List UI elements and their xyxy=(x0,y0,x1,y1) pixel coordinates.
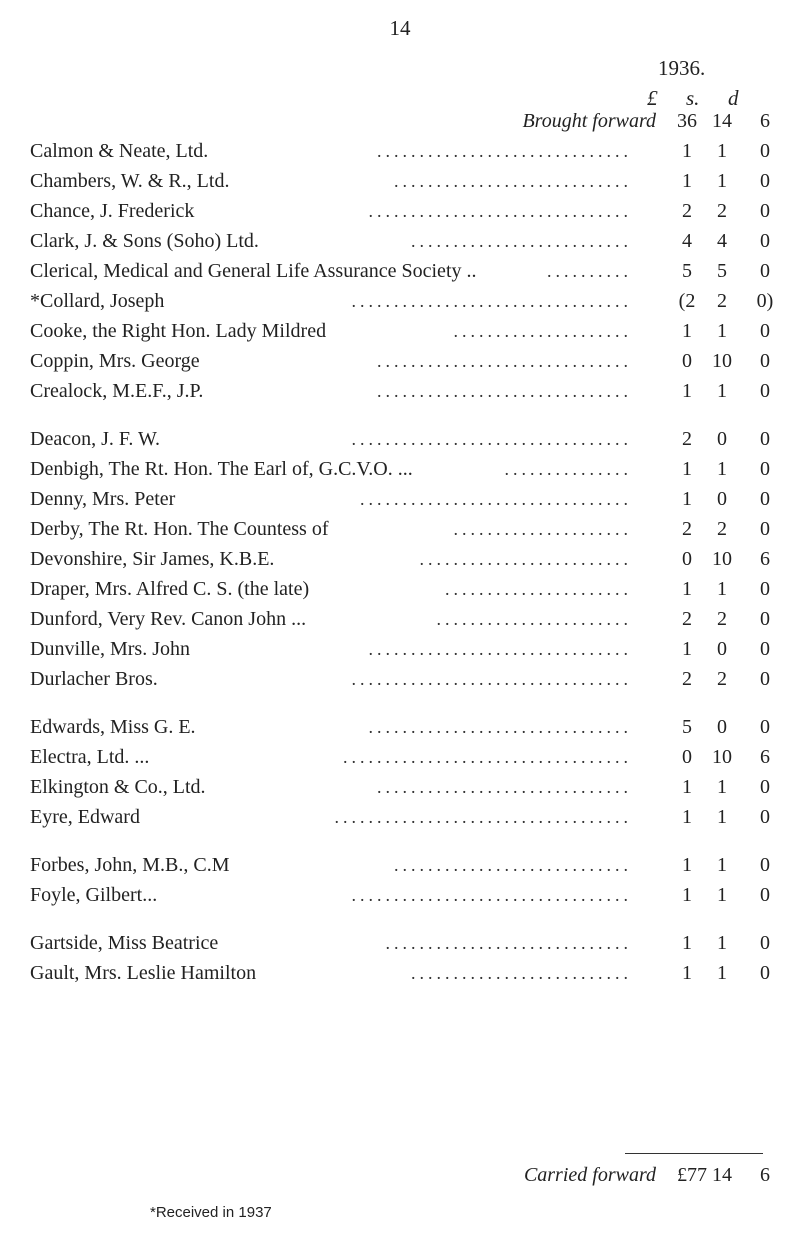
entry-name: Denbigh, The Rt. Hon. The Earl of, G.C.V.O. ... xyxy=(30,458,413,480)
entry-pence: 0 xyxy=(760,638,770,660)
entry-pence: 0 xyxy=(760,932,770,954)
entry-name: Elkington & Co., Ltd. xyxy=(30,776,206,798)
list-item xyxy=(30,604,782,634)
entry-pounds: 1 xyxy=(682,380,692,402)
entry-pence: 0 xyxy=(760,716,770,738)
entry-pounds: 1 xyxy=(682,884,692,906)
entry-name: Edwards, Miss G. E. xyxy=(30,716,196,738)
leader-dots: .................................. xyxy=(343,747,632,767)
carried-forward-pounds: £77 xyxy=(677,1164,707,1186)
carried-forward-shillings: 14 xyxy=(712,1164,732,1186)
entry-name: Durlacher Bros. xyxy=(30,668,158,690)
entry-pounds: 1 xyxy=(682,806,692,828)
leader-dots: .............................. xyxy=(377,141,632,161)
leader-dots: ................................. xyxy=(351,429,632,449)
entry-name: Draper, Mrs. Alfred C. S. (the late) xyxy=(30,578,310,600)
leader-dots: ..................... xyxy=(453,519,632,539)
entry-pence: 0 xyxy=(760,428,770,450)
entry-name: Crealock, M.E.F., J.P. xyxy=(30,380,204,402)
entry-shillings: 0 xyxy=(717,716,727,738)
entry-shillings: 1 xyxy=(717,932,727,954)
entry-shillings: 2 xyxy=(717,200,727,222)
entry-pence: 0 xyxy=(760,962,770,984)
entry-pounds: 2 xyxy=(682,668,692,690)
list-item xyxy=(30,544,782,574)
entry-shillings: 2 xyxy=(717,290,727,312)
entry-name: Devonshire, Sir James, K.B.E. xyxy=(30,548,275,570)
entry-shillings: 2 xyxy=(717,608,727,630)
list-item xyxy=(30,256,782,286)
entry-pence: 0 xyxy=(760,884,770,906)
page-number: 14 xyxy=(389,16,411,40)
entry-shillings: 1 xyxy=(717,962,727,984)
entry-pounds: 1 xyxy=(682,488,692,510)
entry-pence: 0 xyxy=(760,260,770,282)
entry-pounds: 2 xyxy=(682,428,692,450)
entry-shillings: 0 xyxy=(717,638,727,660)
list-item xyxy=(30,424,782,454)
entry-shillings: 1 xyxy=(717,320,727,342)
entry-name: Calmon & Neate, Ltd. xyxy=(30,140,209,162)
entry-shillings: 10 xyxy=(712,746,732,768)
entry-pence: 0 xyxy=(760,578,770,600)
leader-dots: ............................. xyxy=(385,933,632,953)
leader-dots: ............................ xyxy=(394,855,632,875)
list-item xyxy=(30,514,782,544)
entry-pounds: 5 xyxy=(682,260,692,282)
entry-pounds: 2 xyxy=(682,608,692,630)
entry-pence: 0 xyxy=(760,776,770,798)
entry-shillings: 0 xyxy=(717,488,727,510)
entry-name: *Collard, Joseph xyxy=(30,290,165,312)
entry-shillings: 1 xyxy=(717,806,727,828)
entry-name: Forbes, John, M.B., C.M xyxy=(30,854,230,876)
list-item xyxy=(30,850,782,880)
carried-forward-row xyxy=(30,1160,782,1190)
entry-name: Electra, Ltd. ... xyxy=(30,746,150,768)
leader-dots: ................................. xyxy=(351,885,632,905)
entry-shillings: 1 xyxy=(717,170,727,192)
shillings-header: s. xyxy=(686,86,700,110)
list-item xyxy=(30,634,782,664)
entry-pence: 0 xyxy=(760,668,770,690)
list-item xyxy=(30,664,782,694)
entry-name: Clerical, Medical and General Life Assurance Society .. xyxy=(30,260,477,282)
entry-shillings: 4 xyxy=(717,230,727,252)
list-item xyxy=(30,742,782,772)
list-item xyxy=(30,880,782,910)
leader-dots: ............................... xyxy=(368,639,632,659)
leader-dots: ............................... xyxy=(368,717,632,737)
entry-pounds: 1 xyxy=(682,140,692,162)
leader-dots: ....................... xyxy=(436,609,632,629)
list-item xyxy=(30,166,782,196)
entry-pence: 0) xyxy=(756,290,774,312)
list-item xyxy=(30,226,782,256)
brought-forward-label: Brought forward xyxy=(522,110,656,132)
leader-dots: .......................... xyxy=(411,963,632,983)
leader-dots: ................................. xyxy=(351,669,632,689)
entry-pence: 0 xyxy=(760,518,770,540)
leader-dots: ................................. xyxy=(351,291,632,311)
list-item xyxy=(30,802,782,832)
entry-pence: 0 xyxy=(760,854,770,876)
leader-dots: ................................ xyxy=(360,489,632,509)
list-item xyxy=(30,958,782,988)
entry-shillings: 1 xyxy=(717,458,727,480)
leader-dots: .............................. xyxy=(377,777,632,797)
entry-name: Cooke, the Right Hon. Lady Mildred xyxy=(30,320,327,342)
entry-pence: 0 xyxy=(760,806,770,828)
entry-shillings: 1 xyxy=(717,578,727,600)
entry-pence: 0 xyxy=(760,140,770,162)
entry-shillings: 2 xyxy=(717,668,727,690)
list-item xyxy=(30,454,782,484)
pounds-header: £ xyxy=(647,86,658,110)
total-rule xyxy=(625,1153,763,1154)
leader-dots: .......... xyxy=(547,261,632,281)
entry-pence: 0 xyxy=(760,458,770,480)
entry-name: Derby, The Rt. Hon. The Countess of xyxy=(30,518,329,540)
entry-pence: 6 xyxy=(760,746,770,768)
list-item xyxy=(30,484,782,514)
leader-dots: ...................... xyxy=(445,579,632,599)
entry-name: Clark, J. & Sons (Soho) Ltd. xyxy=(30,230,259,252)
list-item xyxy=(30,772,782,802)
entry-name: Chance, J. Frederick xyxy=(30,200,195,222)
leader-dots: ............... xyxy=(504,459,632,479)
list-item xyxy=(30,136,782,166)
entry-pounds: 1 xyxy=(682,638,692,660)
entry-name: Chambers, W. & R., Ltd. xyxy=(30,170,230,192)
entry-pounds: (2 xyxy=(678,290,696,312)
brought-forward-shillings: 14 xyxy=(712,110,732,132)
entry-pounds: 1 xyxy=(682,932,692,954)
leader-dots: ............................ xyxy=(394,171,632,191)
entry-pence: 0 xyxy=(760,350,770,372)
entry-pence: 6 xyxy=(760,548,770,570)
entry-name: Eyre, Edward xyxy=(30,806,140,828)
entry-pence: 0 xyxy=(760,608,770,630)
entry-shillings: 10 xyxy=(712,548,732,570)
entry-pounds: 0 xyxy=(682,746,692,768)
entry-shillings: 5 xyxy=(717,260,727,282)
entry-shillings: 1 xyxy=(717,776,727,798)
entry-shillings: 0 xyxy=(717,428,727,450)
entry-pounds: 0 xyxy=(682,548,692,570)
entry-pounds: 1 xyxy=(682,962,692,984)
list-item xyxy=(30,196,782,226)
entry-pounds: 1 xyxy=(682,776,692,798)
footnote: *Received in 1937 xyxy=(150,1204,272,1221)
entry-pounds: 2 xyxy=(682,200,692,222)
entry-name: Denny, Mrs. Peter xyxy=(30,488,176,510)
entry-shillings: 1 xyxy=(717,854,727,876)
entry-pounds: 2 xyxy=(682,518,692,540)
list-item xyxy=(30,286,782,316)
entry-name: Coppin, Mrs. George xyxy=(30,350,200,372)
brought-forward-row xyxy=(30,106,782,136)
entry-pounds: 0 xyxy=(682,350,692,372)
list-item xyxy=(30,712,782,742)
entry-shillings: 2 xyxy=(717,518,727,540)
entry-name: Deacon, J. F. W. xyxy=(30,428,161,450)
list-item xyxy=(30,376,782,406)
entry-pounds: 1 xyxy=(682,320,692,342)
entry-shillings: 1 xyxy=(717,380,727,402)
entry-pounds: 1 xyxy=(682,578,692,600)
entry-pence: 0 xyxy=(760,320,770,342)
carried-forward-pence: 6 xyxy=(760,1164,770,1186)
leader-dots: .............................. xyxy=(377,351,632,371)
entry-pounds: 1 xyxy=(682,854,692,876)
carried-forward-label: Carried forward xyxy=(523,1164,656,1186)
list-item xyxy=(30,346,782,376)
entry-name: Dunford, Very Rev. Canon John ... xyxy=(30,608,307,630)
list-item xyxy=(30,574,782,604)
entry-pounds: 1 xyxy=(682,458,692,480)
leader-dots: ............................... xyxy=(368,201,632,221)
entry-name: Gault, Mrs. Leslie Hamilton xyxy=(30,962,257,984)
entry-shillings: 1 xyxy=(717,884,727,906)
entry-pounds: 4 xyxy=(682,230,692,252)
entry-pounds: 1 xyxy=(682,170,692,192)
leader-dots: ......................... xyxy=(419,549,632,569)
entry-pence: 0 xyxy=(760,170,770,192)
entry-pence: 0 xyxy=(760,230,770,252)
entry-name: Foyle, Gilbert... xyxy=(30,884,158,906)
year-header: 1936. xyxy=(658,56,706,80)
leader-dots: ................................... xyxy=(334,807,632,827)
list-item xyxy=(30,928,782,958)
entry-pounds: 5 xyxy=(682,716,692,738)
entry-name: Gartside, Miss Beatrice xyxy=(30,932,219,954)
entry-name: Dunville, Mrs. John xyxy=(30,638,190,660)
entry-shillings: 10 xyxy=(712,350,732,372)
list-item xyxy=(30,316,782,346)
entry-pence: 0 xyxy=(760,488,770,510)
brought-forward-pounds: 36 xyxy=(677,110,697,132)
pence-header: d xyxy=(728,86,739,110)
entry-pence: 0 xyxy=(760,200,770,222)
leader-dots: .............................. xyxy=(377,381,632,401)
entry-shillings: 1 xyxy=(717,140,727,162)
leader-dots: .......................... xyxy=(411,231,632,251)
brought-forward-pence: 6 xyxy=(760,110,770,132)
entry-pence: 0 xyxy=(760,380,770,402)
leader-dots: ..................... xyxy=(453,321,632,341)
